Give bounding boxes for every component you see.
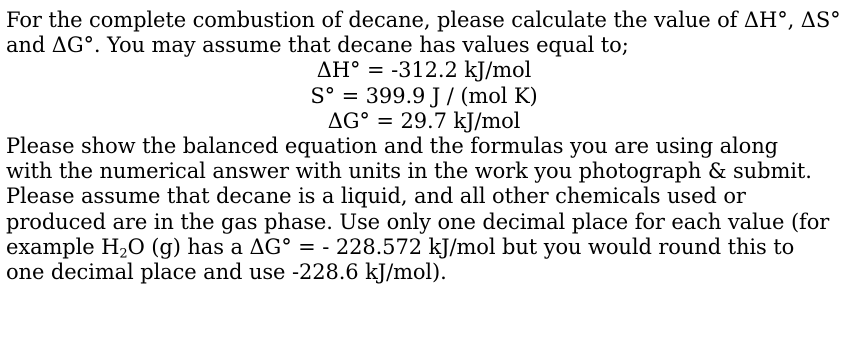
entropy-value: S° = 399.9 J / (mol K) (310, 83, 538, 108)
enthalpy-value: ΔH° = -312.2 kJ/mol (316, 58, 532, 83)
instruction-line-6: one decimal place and use -228.6 kJ/mol). (6, 260, 447, 285)
instruction-line-5-start: example H (6, 234, 120, 259)
gibbs-value: ΔG° = 29.7 kJ/mol (327, 108, 521, 133)
instruction-line-5-end: O (g) has a ΔG° = - 228.572 kJ/mol but you would round this to (127, 234, 795, 259)
instruction-line-4: produced are in the gas phase. Use only one decimal place for each value (for (6, 209, 830, 234)
problem-text-block (6, 8, 850, 285)
intro-line-1: For the complete combustion of decane, please calculate the value of ΔH°, ΔS° (6, 8, 841, 32)
instruction-line-2: with the numerical answer with units in the work you photograph & submit. (6, 159, 812, 184)
instruction-line-1: Please show the balanced equation and the formulas you are using along (6, 134, 778, 159)
instruction-line-3: Please assume that decane is a liquid, and all other chemicals used or (6, 184, 746, 209)
instruction-line-5 (6, 235, 850, 260)
intro-line-2: and ΔG°. You may assume that decane has values equal to; (6, 33, 629, 58)
water-subscript: 2 (119, 246, 128, 262)
